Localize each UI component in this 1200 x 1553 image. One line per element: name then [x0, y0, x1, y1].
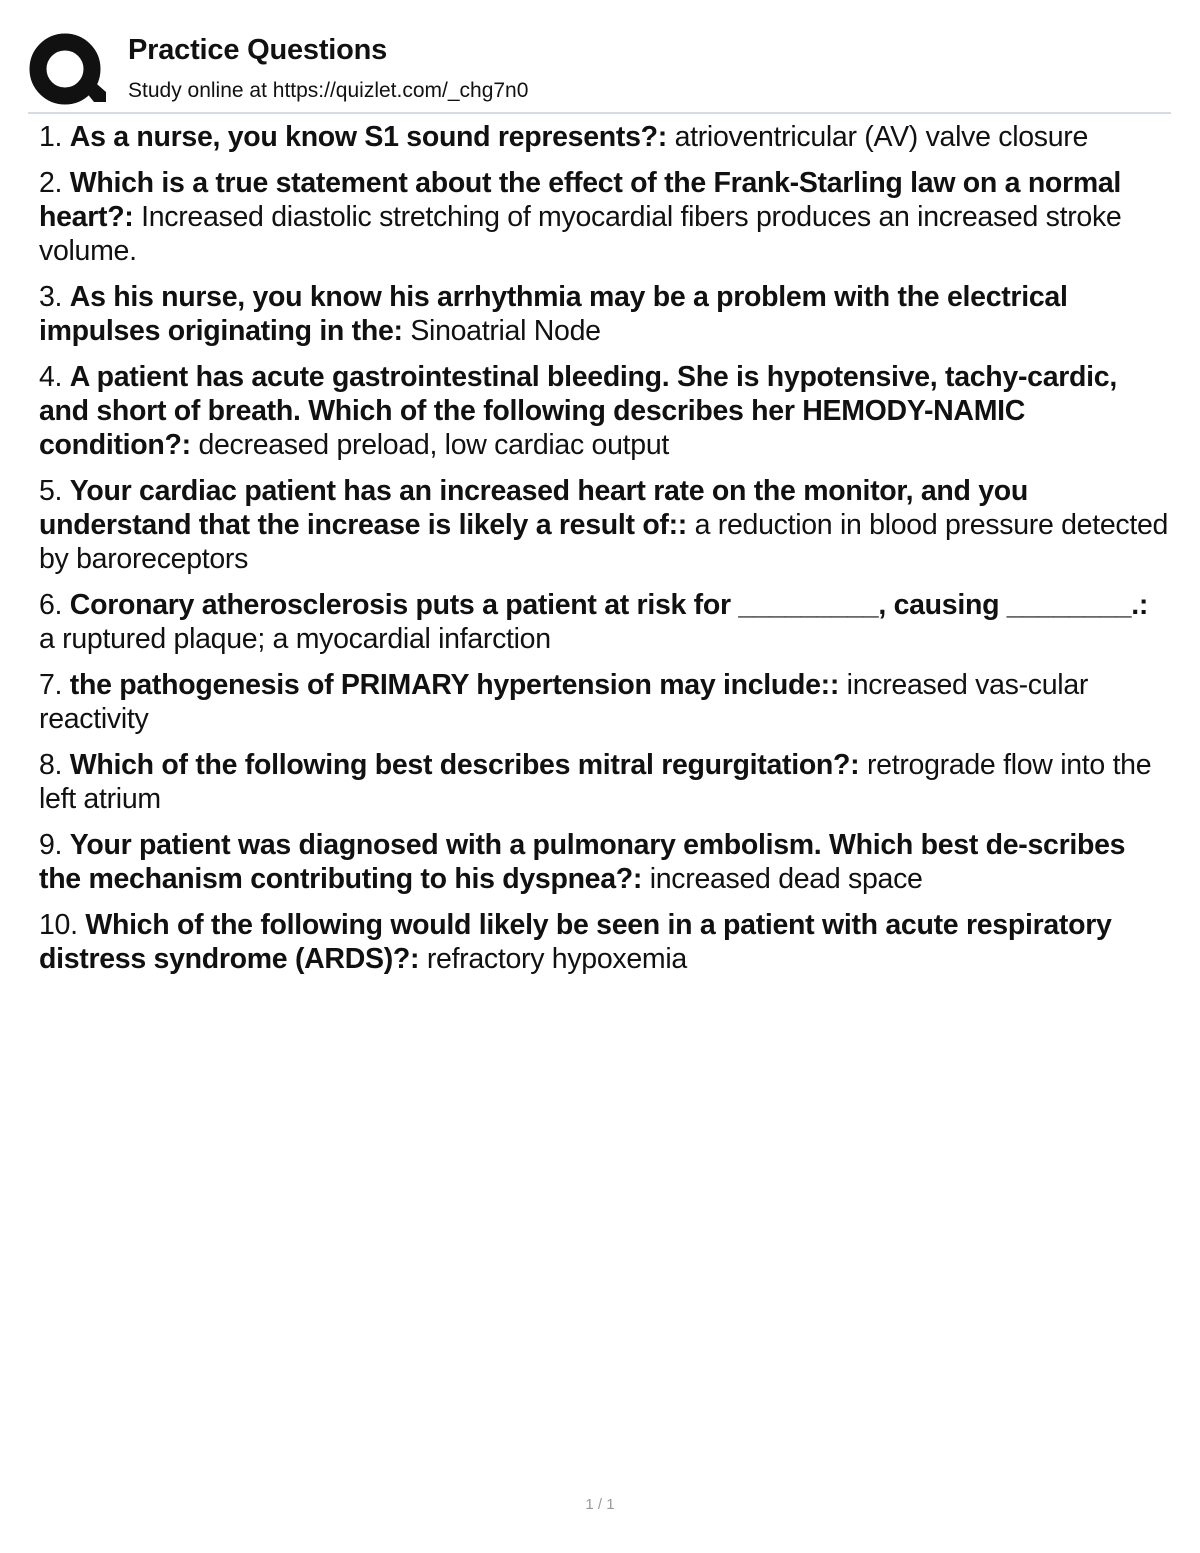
question-number: 10.: [39, 909, 78, 941]
answer-text: retrograde flow into the left atrium: [39, 749, 1152, 815]
question-item-8: [39, 748, 1169, 816]
answer-text: decreased preload, low cardiac output: [198, 429, 669, 461]
question-text: Coronary atherosclerosis puts a patient at risk for _________, causing ________.:: [69, 589, 1149, 621]
question-item-7: [39, 668, 1169, 736]
question-item-2: [39, 166, 1169, 268]
question-number: 6.: [39, 589, 63, 621]
answer-text: Increased diastolic stretching of myocardial fibers produces an increased stroke volume.: [39, 201, 1122, 267]
question-item-10: [39, 908, 1169, 976]
question-text: Which of the following would likely be seen in a patient with acute respiratory distress syndrome (ARDS)?:: [39, 909, 1112, 975]
answer-text: refractory hypoxemia: [426, 943, 687, 975]
answer-text: atrioventricular (AV) valve closure: [674, 121, 1089, 153]
question-text: Your cardiac patient has an increased heart rate on the monitor, and you understand that the increase is likely a result of::: [39, 475, 1028, 541]
answer-text: Sinoatrial Node: [410, 315, 601, 347]
question-number: 7.: [39, 669, 63, 701]
question-number: 2.: [39, 167, 63, 199]
question-text: Your patient was diagnosed with a pulmonary embolism. Which best de-scribes the mechanism contributing to his dyspnea?:: [39, 829, 1126, 895]
quizlet-q-logo-icon: [28, 32, 106, 106]
answer-text: a reduction in blood pressure detected by baroreceptors: [39, 509, 1169, 575]
question-number: 1.: [39, 121, 63, 153]
question-item-3: [39, 280, 1169, 348]
study-online-link[interactable]: Study online at https://quizlet.com/_chg7n0: [128, 79, 529, 102]
question-item-5: [39, 474, 1169, 576]
question-text: Which of the following best describes mitral regurgitation?:: [69, 749, 860, 781]
question-number: 4.: [39, 361, 63, 393]
question-item-9: [39, 828, 1169, 896]
question-text: the pathogenesis of PRIMARY hypertension may include::: [69, 669, 840, 701]
question-text: As a nurse, you know S1 sound represents?:: [69, 121, 667, 153]
question-item-4: [39, 360, 1169, 462]
question-number: 3.: [39, 281, 63, 313]
question-number: 5.: [39, 475, 63, 507]
document-header: [28, 28, 1173, 114]
answer-text: increased dead space: [649, 863, 923, 895]
question-item-1: [39, 120, 1169, 154]
question-item-6: [39, 588, 1169, 656]
question-number: 9.: [39, 829, 63, 861]
question-number: 8.: [39, 749, 63, 781]
header-divider: [28, 112, 1171, 114]
answer-text: a ruptured plaque; a myocardial infarction: [39, 623, 551, 655]
page-indicator: 1 / 1: [585, 1496, 615, 1513]
answer-text: increased vas-cular reactivity: [39, 669, 1089, 735]
page-title: Practice Questions: [128, 34, 388, 66]
question-list: [39, 120, 1169, 988]
question-text: Which is a true statement about the effect of the Frank-Starling law on a normal heart?:: [39, 167, 1122, 233]
question-text: As his nurse, you know his arrhythmia may be a problem with the electrical impulses originating in the:: [39, 281, 1068, 347]
question-text: A patient has acute gastrointestinal bleeding. She is hypotensive, tachy-cardic, and short of breath. Which of the following describes her HEMODY-NAMIC condition?:: [39, 361, 1117, 461]
